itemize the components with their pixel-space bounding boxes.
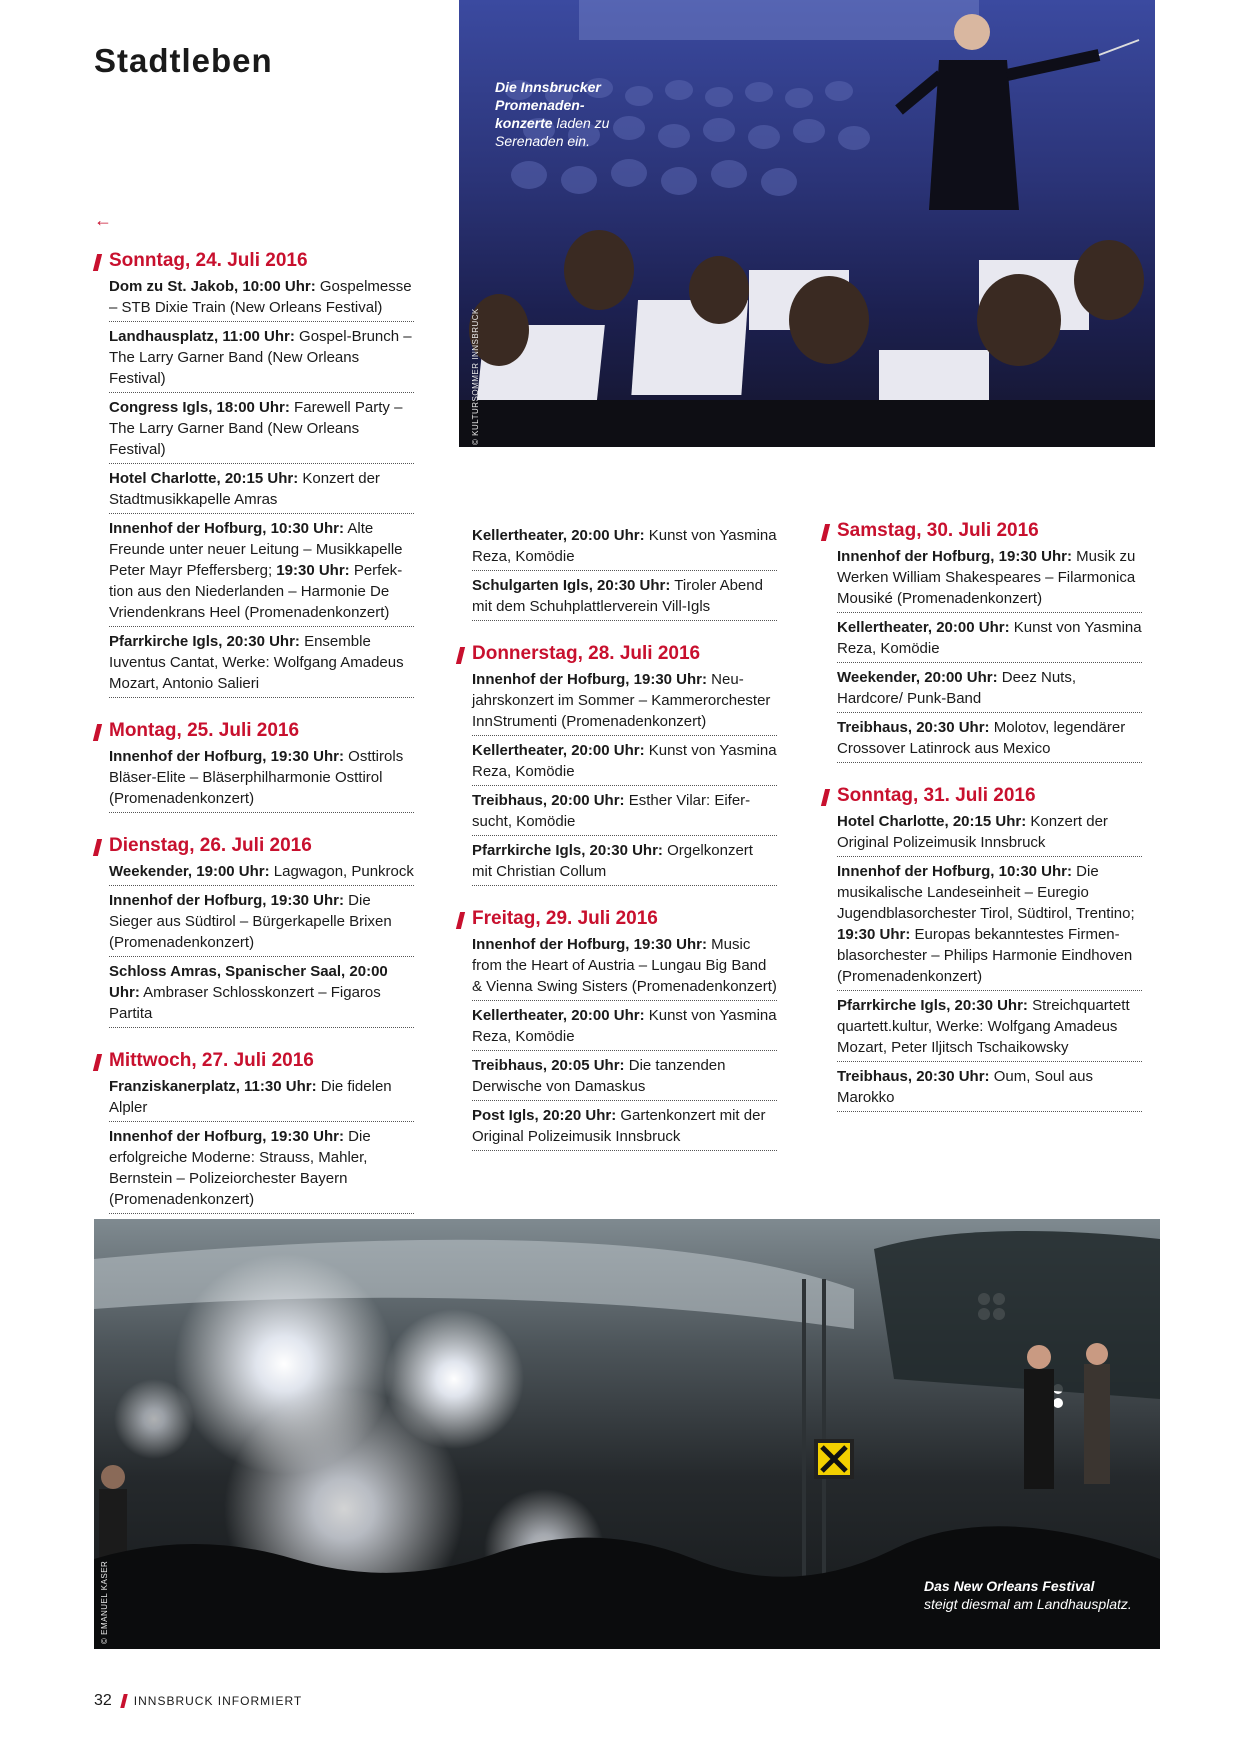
event-venue-time: Kellertheater, 20:00 Uhr: (472, 527, 645, 544)
event-entry (837, 810, 1142, 857)
event-entry (472, 933, 777, 1001)
day-block (457, 908, 777, 1151)
event-description: Neujahrskonzert im Sommer – Kammerorchester InnStrumenti (Promenadenkonzert) (472, 671, 771, 730)
day-heading: Mittwoch, 27. Juli 2016 (94, 1050, 414, 1072)
event-venue-time: Pfarrkirche Igls, 20:30 Uhr: (472, 842, 663, 859)
event-description: Ensemble Iuventus Cantat, Werke: Wolfgang Amadeus Mozart, Antonio Salieri (109, 633, 404, 692)
event-entry (837, 716, 1142, 763)
event-entry (109, 517, 414, 627)
event-entry (837, 545, 1142, 613)
top-photo-credit: © KULTURSOMMER INNSBRUCK (471, 308, 480, 445)
column-left (94, 250, 414, 1236)
event-description: Tiroler Abend mit dem Schuhplattlerverein Vill-Igls (472, 577, 763, 615)
day-block (94, 720, 414, 813)
event-venue-time: Schulgarten Igls, 20:30 Uhr: (472, 577, 671, 594)
event-entry (472, 524, 777, 571)
event-entry (472, 789, 777, 836)
event-entry (109, 860, 414, 886)
event-description: Die tanzenden Derwische von Damaskus (472, 1057, 726, 1095)
event-description: Esther Vilar: Eifersucht, Komödie (472, 792, 751, 830)
event-description: Europas bekanntestes Firmenblasorchester – Philips Harmonie Eindhoven (Promenadenkonzert) (837, 926, 1133, 985)
event-venue-time: 19:30 Uhr: (837, 926, 911, 943)
event-entry (472, 739, 777, 786)
event-entry (837, 994, 1142, 1062)
event-venue-time: Weekender, 19:00 Uhr: (109, 863, 270, 880)
event-entry (472, 1004, 777, 1051)
event-venue-time: Treibhaus, 20:30 Uhr: (837, 1068, 990, 1085)
event-description: Farewell Party – The Larry Garner Band (New Orleans Festival) (109, 399, 403, 458)
event-entry (109, 396, 414, 464)
event-venue-time: Innenhof der Hofburg, 19:30 Uhr: (109, 748, 345, 765)
event-venue-time: Dom zu St. Jakob, 10:00 Uhr: (109, 278, 316, 295)
footer-slash-icon (120, 1694, 127, 1708)
event-description: Konzert der Original Polizeimusik Innsbruck (837, 813, 1108, 851)
event-entry (837, 1065, 1142, 1112)
back-arrow-icon[interactable]: ← (94, 210, 112, 230)
event-venue-time: Treibhaus, 20:00 Uhr: (472, 792, 625, 809)
event-entry (109, 275, 414, 322)
event-description: Die fidelen Alpler (109, 1078, 392, 1116)
event-description: Die musikalische Landeseinheit – Euregio Jugendblasorchester Tirol, Südtirol, Trentino; (837, 863, 1135, 922)
day-block (94, 1050, 414, 1214)
event-description: Kunst von Yasmina Reza, Komödie (472, 1007, 777, 1045)
event-description: Music from the Heart of Austria – Lungau Big Band & Vienna Swing Sisters (Promenadenkonzert) (472, 936, 777, 995)
day-heading: Dienstag, 26. Juli 2016 (94, 835, 414, 857)
event-description: Perfektion aus den Niederlanden – Harmonie De Vriendenkrans Heel (Promenadenkonzert) (109, 562, 403, 621)
day-block (457, 643, 777, 886)
event-entry (472, 839, 777, 886)
event-entry (472, 1104, 777, 1151)
event-venue-time: 19:30 Uhr: (272, 562, 350, 579)
event-description: Musik zu Werken William Shakespeares – Filarmonica Mousiké (Promenadenkonzert) (837, 548, 1136, 607)
event-venue-time: Innenhof der Hofburg, 19:30 Uhr: (109, 1128, 345, 1145)
event-description: Streichquartett quartett.kultur, Werke: Wolfgang Amadeus Mozart, Peter Iljitsch Tschaikowsky (837, 997, 1130, 1056)
day-heading: Donnerstag, 28. Juli 2016 (457, 643, 777, 665)
event-venue-time: Innenhof der Hofburg, 19:30 Uhr: (109, 892, 345, 909)
bottom-photo-caption: Das New Orleans Festival steigt diesmal am Landhausplatz. (924, 1578, 1132, 1612)
event-description: Molotov, legendärer Crossover Latinrock aus Mexico (837, 719, 1126, 757)
event-entry (109, 467, 414, 514)
column-middle (457, 524, 777, 1173)
event-description: Ambraser Schlosskonzert – Figaros Partita (109, 984, 381, 1022)
event-description: Kunst von Yasmina Reza, Komödie (837, 619, 1142, 657)
event-entry (109, 1075, 414, 1122)
event-venue-time: Hotel Charlotte, 20:15 Uhr: (109, 470, 299, 487)
event-description: Oum, Soul aus Marokko (837, 1068, 1093, 1106)
event-venue-time: Pfarrkirche Igls, 20:30 Uhr: (109, 633, 300, 650)
event-description: Kunst von Yasmina Reza, Komödie (472, 742, 777, 780)
top-photo-caption: Die Innsbrucker Promenadenkonzerte laden zu Serenaden ein. (495, 79, 610, 149)
event-description: Gospel-Brunch – The Larry Garner Band (New Orleans Festival) (109, 328, 412, 387)
day-heading: Freitag, 29. Juli 2016 (457, 908, 777, 930)
event-entry (472, 574, 777, 621)
event-venue-time: Schloss Amras, Spanischer Saal, 20:00 Uhr: (109, 963, 388, 1001)
event-entry (109, 745, 414, 813)
bottom-photo-credit: © EMANUEL KASER (100, 1560, 109, 1644)
event-venue-time: Kellertheater, 20:00 Uhr: (472, 742, 645, 759)
event-entry (109, 889, 414, 957)
event-venue-time: Innenhof der Hofburg, 10:30 Uhr: (837, 863, 1073, 880)
event-venue-time: Kellertheater, 20:00 Uhr: (837, 619, 1010, 636)
page-title: Stadtleben (94, 42, 273, 79)
event-entry (837, 616, 1142, 663)
festival-photo (94, 1219, 1160, 1649)
event-entry (472, 668, 777, 736)
publication-name: INNSBRUCK INFORMIERT (133, 1694, 303, 1708)
event-description: Kunst von Yasmina Reza, Komödie (472, 527, 777, 565)
day-block (94, 250, 414, 698)
event-venue-time: Post Igls, 20:20 Uhr: (472, 1107, 617, 1124)
day-heading: Montag, 25. Juli 2016 (94, 720, 414, 742)
event-entry (109, 325, 414, 393)
event-description: Gartenkonzert mit der Original Polizeimusik Innsbruck (472, 1107, 766, 1145)
event-description: Orgelkonzert mit Christian Collum (472, 842, 753, 880)
event-description: Gospelmesse – STB Dixie Train (New Orleans Festival) (109, 278, 412, 316)
event-venue-time: Treibhaus, 20:05 Uhr: (472, 1057, 625, 1074)
event-venue-time: Innenhof der Hofburg, 19:30 Uhr: (472, 671, 708, 688)
event-description: Lagwagon, Punkrock (269, 863, 414, 880)
day-block (94, 835, 414, 1028)
event-description: Die erfolgreiche Moderne: Strauss, Mahler, Bernstein – Polizeiorchester Bayern (Promenadenkonzert) (109, 1128, 371, 1208)
event-description: Alte Freunde unter neuer Leitung – Musikkapelle Peter Mayr Pfeffersberg; (109, 520, 403, 579)
event-entry (837, 860, 1142, 991)
day-heading: Samstag, 30. Juli 2016 (822, 520, 1142, 542)
event-venue-time: Landhausplatz, 11:00 Uhr: (109, 328, 295, 345)
day-heading: Sonntag, 24. Juli 2016 (94, 250, 414, 272)
event-entry (837, 666, 1142, 713)
orchestra-illustration (459, 0, 1155, 447)
event-venue-time: Treibhaus, 20:30 Uhr: (837, 719, 990, 736)
event-venue-time: Franziskanerplatz, 11:30 Uhr: (109, 1078, 317, 1095)
event-venue-time: Congress Igls, 18:00 Uhr: (109, 399, 290, 416)
event-description: Osttirols Bläser-Elite – Bläserphilharmonie Osttirol (Promenadenkonzert) (109, 748, 404, 807)
event-entry (109, 630, 414, 698)
column-right (822, 520, 1142, 1134)
event-venue-time: Pfarrkirche Igls, 20:30 Uhr: (837, 997, 1028, 1014)
orchestra-photo (459, 0, 1155, 447)
event-description: Die Sieger aus Südtirol – Bürgerkapelle Brixen (Promenadenkonzert) (109, 892, 392, 951)
day-block (822, 785, 1142, 1112)
event-venue-time: Hotel Charlotte, 20:15 Uhr: (837, 813, 1027, 830)
event-venue-time: Innenhof der Hofburg, 10:30 Uhr: (109, 520, 345, 537)
event-entry (109, 960, 414, 1028)
event-venue-time: Kellertheater, 20:00 Uhr: (472, 1007, 645, 1024)
event-description: Deez Nuts, Hardcore/ Punk-Band (837, 669, 1077, 707)
event-entry (472, 1054, 777, 1101)
page-number: 32 (94, 1692, 112, 1709)
day-heading: Sonntag, 31. Juli 2016 (822, 785, 1142, 807)
event-entry (109, 1125, 414, 1214)
event-venue-time: Weekender, 20:00 Uhr: (837, 669, 998, 686)
event-venue-time: Innenhof der Hofburg, 19:30 Uhr: (837, 548, 1073, 565)
event-description: Konzert der Stadtmusikkapelle Amras (109, 470, 380, 508)
page-footer (94, 1692, 302, 1710)
day-block (822, 520, 1142, 763)
event-venue-time: Innenhof der Hofburg, 19:30 Uhr: (472, 936, 708, 953)
